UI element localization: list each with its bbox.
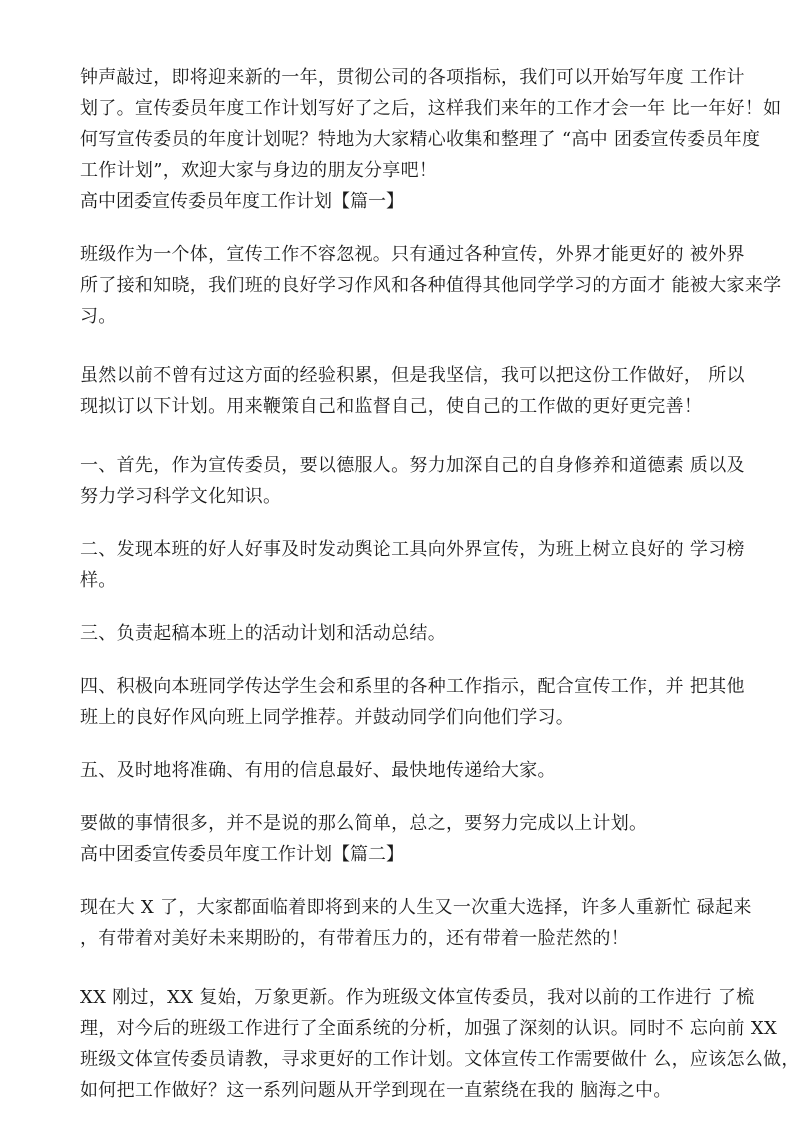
text-line: 一、首先，作为宣传委员，要以德服人。努力加深自己的自身修养和道德素 质以及 — [80, 455, 745, 476]
section-heading-2: 高中团委宣传委员年度工作计划【篇二】 — [80, 844, 404, 865]
paragraph-4 — [80, 534, 770, 596]
text-line: 努力学习科学文化知识。 — [80, 486, 282, 507]
text-line: 二、发现本班的好人好事及时发动舆论工具向外界宣传，为班上树立良好的 学习榜 — [80, 539, 745, 560]
text-line: 班级作为一个体，宣传工作不容忽视。只有通过各种宣传，外界才能更好的 被外界 — [80, 244, 745, 265]
paragraph-8 — [80, 808, 770, 839]
text-line: 要做的事情很多，并不是说的那么简单，总之，要努力完成以上计划。 — [80, 813, 648, 834]
text-line: XX 刚过，XX 复始，万象更新。作为班级文体宣传委员，我对以前的工作进行 了梳 — [80, 987, 755, 1008]
text-line: 样。 — [80, 570, 117, 591]
text-line: 习。 — [80, 306, 117, 327]
text-line: 划了。宣传委员年度工作计划写好了之后，这样我们来年的工作才会一年 比一年好！如 — [80, 98, 782, 119]
text-line: 班级文体宣传委员请教，寻求更好的工作计划。文体宣传工作需要做什 么，应该怎么做， — [80, 1049, 800, 1070]
paragraph-5 — [80, 618, 770, 649]
intro-paragraph — [80, 62, 782, 186]
text-line: 班上的良好作风向班上同学推荐。并鼓动同学们向他们学习。 — [80, 707, 575, 728]
paragraph-1 — [80, 239, 782, 332]
paragraph-2 — [80, 360, 770, 422]
section-heading-1: 高中团委宣传委员年度工作计划【篇一】 — [80, 191, 404, 212]
text-line: 何写宣传委员的年度计划呢？特地为大家精心收集和整理了 “高中 团委宣传委员年度 — [80, 129, 761, 150]
text-line: 如何把工作做好？这一系列问题从开学到现在一直萦绕在我的 脑海之中。 — [80, 1080, 672, 1101]
paragraph-6 — [80, 671, 770, 733]
text-line: 虽然以前不曾有过这方面的经验积累，但是我坚信，我可以把这份工作做好， 所以 — [80, 365, 745, 386]
text-line: 工作计划”，欢迎大家与身边的朋友分享吧！ — [80, 160, 438, 181]
text-line: 理，对今后的班级工作进行了全面系统的分析，加强了深刻的认识。同时不 忘向前 XX — [80, 1018, 778, 1039]
paragraph-10 — [80, 982, 800, 1106]
text-line: 五、及时地将准确、有用的信息最好、最快地传递给大家。 — [80, 760, 556, 781]
text-line: 现在大 X 了，大家都面临着即将到来的人生又一次重大选择，许多人重新忙 碌起来 — [80, 897, 752, 918]
text-line: ，有带着对美好未来期盼的，有带着压力的，还有带着一脸茫然的！ — [80, 928, 629, 949]
text-line: 钟声敲过，即将迎来新的一年，贯彻公司的各项指标，我们可以开始写年度 工作计 — [80, 67, 745, 88]
text-line: 四、积极向本班同学传达学生会和系里的各种工作指示，配合宣传工作，并 把其他 — [80, 676, 745, 697]
paragraph-3 — [80, 450, 770, 512]
text-line: 所了接和知晓，我们班的良好学习作风和各种值得其他同学学习的方面才 能被大家来学 — [80, 275, 782, 296]
paragraph-9 — [80, 892, 770, 954]
text-line: 现拟订以下计划。用来鞭策自己和监督自己，使自己的工作做的更好更完善！ — [80, 396, 703, 417]
document-body — [80, 62, 800, 1106]
text-line: 三、负责起稿本班上的活动计划和活动总结。 — [80, 623, 446, 644]
paragraph-7 — [80, 755, 770, 786]
